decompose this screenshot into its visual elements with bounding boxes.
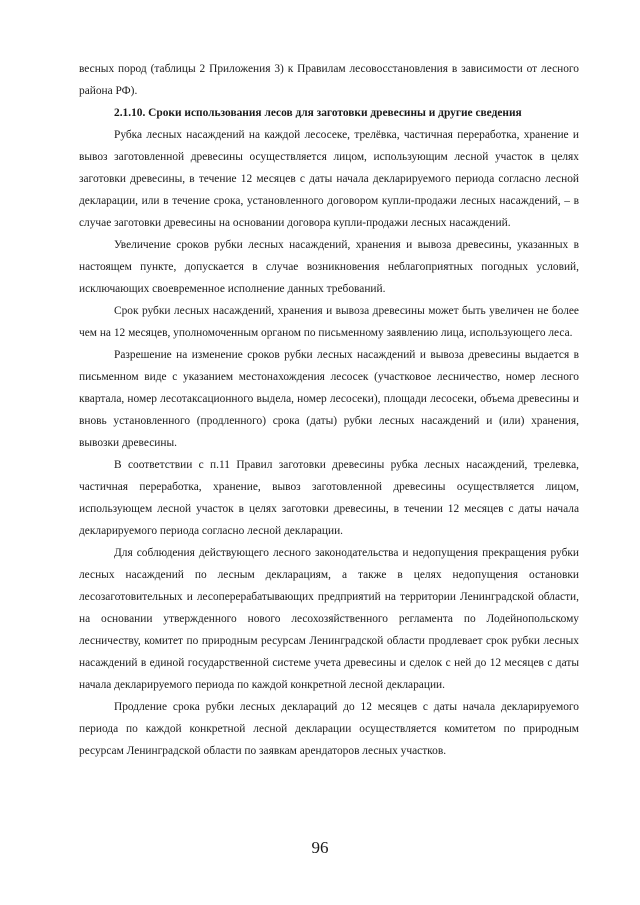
paragraph: Продление срока рубки лесных деклараций до 12 месяцев с даты начала декларируемого периода по каждой конкретной лесной декларации осуществляется комитетом по природным ресурсам Ленинградской области по заявкам арендаторов лесных участков. — [79, 701, 579, 757]
paragraph: Для соблюдения действующего лесного законодательства и недопущения прекращения рубки лесных насаждений по лесным декларациям, а также в целях недопущения остановки лесозаготовительных и лесоперерабатывающих предприятий на территории Ленинградской области, на основании утвержденного нового лесохозяйственного регламента по Лодейнопольскому лесничеству, комитет по природным ресурсам Ленинградской области продлевает срок рубки лесных насаждений в единой государственной системе учета древесины и сделок с ней до 12 месяцев с даты начала декларируемого периода по каждой конкретной лесной декларации. — [79, 547, 579, 691]
page-number: 96 — [311, 838, 329, 857]
page-content — [79, 58, 579, 762]
paragraph: В соответствии с п.11 Правил заготовки древесины рубка лесных насаждений, трелевка, частичная переработка, хранение, вывоз заготовленной древесины осуществляется лицом, использующем лесной участок в целях заготовки древесины, в течении 12 месяцев с даты начала декларируемого периода согласно лесной декларации. — [79, 459, 579, 537]
paragraph: Разрешение на изменение сроков рубки лесных насаждений и вывоза древесины выдается в письменном виде с указанием местонахождения лесосек (участковое лесничество, номер лесного квартала, номер лесотаксационного выдела, номер лесосеки), площади лесосеки, объема древесины и вновь установленного (продленного) срока (даты) рубки лесных насаждений и (или) хранения, вывозки древесины. — [79, 349, 579, 449]
section-heading: 2.1.10. Сроки использования лесов для заготовки древесины и другие сведения — [114, 107, 522, 119]
paragraph: Увеличение сроков рубки лесных насаждений, хранения и вывоза древесины, указанных в настоящем пункте, допускается в случае возникновения неблагоприятных погодных условий, исключающих своевременное исполнение данных требований. — [79, 239, 579, 295]
paragraph: Срок рубки лесных насаждений, хранения и вывоза древесины может быть увеличен не более чем на 12 месяцев, уполномоченным органом по письменному заявлению лица, использующего леса. — [79, 305, 579, 339]
paragraph-continuation: весных пород (таблицы 2 Приложения 3) к Правилам лесовосстановления в зависимости от лесного района РФ). — [79, 63, 579, 97]
paragraph: Рубка лесных насаждений на каждой лесосеке, трелёвка, частичная переработка, хранение и вывоз заготовленной древесины осуществляется лицом, использующим лесной участок в целях заготовки древесины, в течение 12 месяцев с даты начала декларируемого периода согласно лесной декларации, или в течение срока, установленного договором купли-продажи лесных насаждений, – в случае заготовки древесины на основании договора купли-продажи лесных насаждений. — [79, 129, 579, 229]
